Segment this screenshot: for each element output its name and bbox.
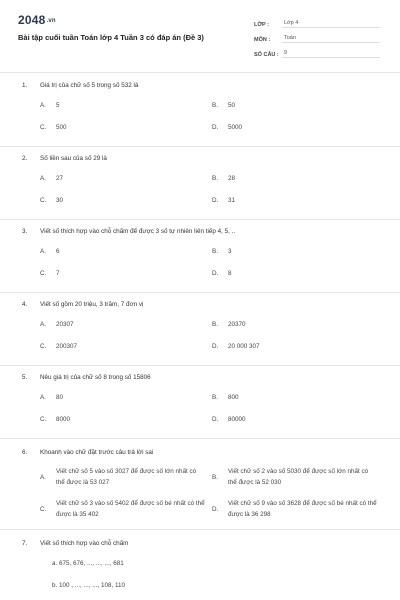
option-letter: A. [40,101,46,109]
options [0,313,400,357]
option-text: 5000 [228,123,243,131]
option-text: 3 [228,247,232,255]
option-letter: A. [40,320,46,328]
option-b[interactable] [212,466,384,488]
option-b[interactable] [212,394,384,401]
logo-suffix: .vn [46,17,56,24]
option-letter: C. [40,342,47,350]
option-d[interactable] [212,343,384,350]
question-7 [0,530,400,600]
option-text: 80 [56,393,64,401]
meta-label: MÔN : [254,37,271,43]
option-letter: A. [40,247,46,255]
option-c[interactable] [40,416,212,423]
meta-value: Toán [282,35,380,43]
option-letter: C. [40,269,47,277]
option-d[interactable] [212,498,384,520]
option-letter: D. [212,415,219,423]
question-3 [0,220,400,293]
option-letter: A. [40,393,46,401]
meta-row-subject [254,28,380,43]
option-a[interactable] [40,466,212,488]
option-letter: B. [212,247,218,255]
meta-value: 9 [282,50,380,58]
meta-row-count [254,43,380,58]
option-d[interactable] [212,197,384,204]
option-letter: C. [40,505,47,513]
option-text: 30 [56,196,64,204]
option-c[interactable] [40,498,212,520]
header [0,0,400,73]
option-text: Viết chữ số 9 vào số 3628 để được số bé nhất có thể được là 36 298 [228,500,377,518]
sub-question-b: b. 100 , ..., ..., ..., 108, 110 [52,581,126,589]
option-letter: D. [212,342,219,350]
option-d[interactable] [212,124,384,131]
question-text [0,147,400,167]
question-number: 5. [22,373,28,381]
option-c[interactable] [40,197,212,204]
question-number: 4. [22,300,28,308]
options [0,240,400,284]
question-number: 2. [22,154,28,162]
option-c[interactable] [40,270,212,277]
option-letter: C. [40,123,47,131]
option-text: Viết chữ số 2 vào số 5030 để được số lớn nhất có thể được là 52 030 [228,468,369,486]
option-letter: B. [212,473,218,481]
meta-info [254,13,380,58]
question-number: 1. [22,81,28,89]
meta-label: SỐ CÂU : [254,52,279,58]
option-text: 8000 [56,415,71,423]
option-text: 200307 [56,342,78,350]
question-text [0,366,400,386]
option-text: 27 [56,174,64,182]
option-letter: D. [212,196,219,204]
options [0,167,400,211]
option-text: 20 000 307 [228,342,260,350]
option-letter: A. [40,473,46,481]
question-1 [0,74,400,147]
options [0,94,400,138]
meta-value: Lớp 4 [282,20,380,28]
question-text [0,293,400,313]
option-a[interactable] [40,248,212,255]
question-prompt: Nêu giá trị của chữ số 8 trong số 15806 [40,373,151,381]
option-letter: B. [212,101,218,109]
option-letter: C. [40,196,47,204]
option-letter: B. [212,174,218,182]
question-prompt: Viết số gồm 20 triệu, 3 trăm, 7 đơn vị [40,300,144,308]
option-b[interactable] [212,175,384,182]
question-text [0,439,400,461]
question-5 [0,366,400,439]
option-d[interactable] [212,416,384,423]
option-text: 7 [56,269,60,277]
option-b[interactable] [212,321,384,328]
question-number: 3. [22,227,28,235]
question-prompt: Viết số thích hợp vào chỗ chấm [40,539,129,547]
option-b[interactable] [212,248,384,255]
option-text: 50 [228,101,236,109]
option-text: 31 [228,196,236,204]
option-letter: D. [212,505,219,513]
question-text [0,74,400,94]
option-letter: A. [40,174,46,182]
question-number: 7. [22,539,28,547]
option-text: 500 [56,123,67,131]
question-list [0,74,400,600]
option-b[interactable] [212,102,384,109]
option-c[interactable] [40,124,212,131]
question-text [0,220,400,240]
question-prompt: Giá trị của chữ số 5 trong số 532 là [40,81,139,89]
option-text: 800 [228,393,239,401]
option-text: 80000 [228,415,246,423]
option-letter: D. [212,269,219,277]
question-6 [0,439,400,530]
question-number: 6. [22,448,28,456]
option-a[interactable] [40,175,212,182]
sub-question-a: a. 675, 676, ..., ..., ..., 681 [52,559,124,567]
meta-row-class [254,13,380,28]
option-letter: B. [212,320,218,328]
option-text: 28 [228,174,236,182]
option-a[interactable] [40,102,212,109]
option-d[interactable] [212,270,384,277]
option-letter: B. [212,393,218,401]
question-prompt: Viết số thích hợp vào chỗ chấm để được 3 số tự nhiên liên tiếp 4, 5, .. [40,227,236,235]
logo-text: 2048 [18,13,46,27]
option-text: 20370 [228,320,246,328]
question-prompt: Khoanh vào chữ đặt trước câu trả lời sai [40,448,154,456]
option-letter: D. [212,123,219,131]
question-text [0,530,400,552]
options [0,386,400,430]
option-a[interactable] [40,321,212,328]
question-2 [0,147,400,220]
option-letter: C. [40,415,47,423]
option-text: 20307 [56,320,74,328]
option-text: 6 [56,247,60,255]
option-text: Viết chữ số 3 vào số 5402 để được số bé nhất có thể được là 35 402 [56,500,205,518]
site-logo[interactable] [18,13,56,27]
option-c[interactable] [40,343,212,350]
question-4 [0,293,400,366]
option-a[interactable] [40,394,212,401]
option-text: 5 [56,101,60,109]
question-prompt: Số liền sau của số 29 là [40,154,107,162]
option-text: Viết chữ số 5 vào số 3027 để được số lớn nhất có thể được là 53 027 [56,468,197,486]
meta-label: LỚP : [254,22,269,28]
options [0,461,400,525]
page-title: Bài tập cuối tuần Toán lớp 4 Tuần 3 có đáp án (Đề 3) [18,33,204,42]
option-text: 8 [228,269,232,277]
